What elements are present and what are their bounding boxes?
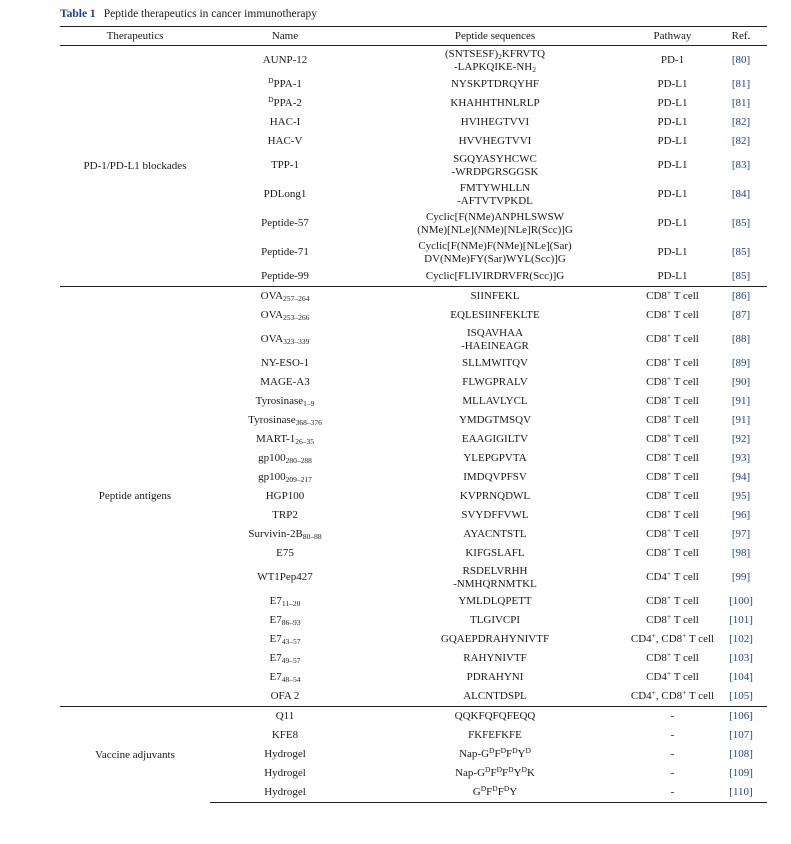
- name-cell: OFA 2: [270, 690, 300, 703]
- ref-cell: [715, 267, 767, 287]
- sequence-cell: YLEPGPVTA: [463, 452, 527, 465]
- pathway-cell: PD-L1: [657, 270, 688, 283]
- reference-link[interactable]: [98]: [731, 547, 751, 560]
- table-title: Peptide therapeutics in cancer immunotherapy: [103, 8, 317, 20]
- ref-cell: [715, 611, 767, 630]
- ref-cell: [715, 306, 767, 325]
- sequence-cell: SVYDFFVWL: [461, 509, 529, 522]
- reference-link[interactable]: [110]: [729, 786, 753, 799]
- name-cell: WT1Pep427: [257, 571, 313, 584]
- reference-link[interactable]: [86]: [731, 290, 751, 303]
- pathway-cell: -: [670, 748, 675, 761]
- pathway-cell: CD8+ T cell: [646, 374, 699, 389]
- reference-link[interactable]: [84]: [731, 188, 751, 201]
- reference-link[interactable]: [108]: [729, 748, 753, 761]
- name-cell: E75: [276, 547, 294, 560]
- ref-cell: [715, 180, 767, 209]
- name-cell: $E7_{49-57}$: [269, 652, 301, 666]
- name-cell: $OVA_{253-266}$: [260, 309, 310, 323]
- sequence-cell: KVPRNQDWL: [459, 490, 531, 503]
- pathway-cell: PD-L1: [657, 116, 688, 129]
- sequence-cell: Cyclic[F(NMe)ANPHLSWSW (NMe)[NLe](NMe)[NLe]R(Scc)]G: [417, 211, 573, 236]
- table-label: Table 1: [60, 8, 96, 20]
- name-cell: KFE8: [271, 729, 299, 742]
- header-therapeutics: Therapeutics: [60, 27, 210, 46]
- ref-cell: [715, 525, 767, 544]
- reference-link[interactable]: [80]: [731, 54, 751, 67]
- sequence-cell: MLLAVLYCL: [462, 395, 528, 408]
- ref-cell: [715, 209, 767, 238]
- ref-cell: [715, 487, 767, 506]
- name-cell: Tyrosinase$_{368-376}$: [248, 414, 322, 428]
- name-cell: AUNP-12: [210, 46, 360, 76]
- reference-link[interactable]: [97]: [731, 528, 751, 541]
- sequence-cell: $(SNTSESF)_2KFRVTQ$ $-LAPKQIKE-NH_2$: [360, 46, 630, 76]
- category-cell: PD-1/PD-L1 blockades: [60, 46, 210, 287]
- name-cell: $^D$PPA-2: [268, 95, 302, 110]
- sequence-cell: HVIHEGTVVI: [460, 116, 530, 129]
- reference-link[interactable]: [105]: [729, 690, 753, 703]
- table-body: [60, 46, 767, 803]
- pathway-cell: -: [630, 707, 715, 727]
- sequence-cell: IMDQVPFSV: [463, 471, 527, 484]
- name-cell: $OVA_{323-339}$: [260, 333, 310, 347]
- reference-link[interactable]: [88]: [731, 333, 751, 346]
- ref-cell: [715, 46, 767, 76]
- sequence-cell: PDRAHYNI: [466, 671, 524, 684]
- sequence-cell: RSDELVRHH -NMHQRNMTKL: [453, 565, 537, 590]
- pathway-cell: CD8+ T cell: [646, 650, 699, 665]
- pathway-cell: PD-L1: [657, 159, 688, 172]
- reference-link[interactable]: [103]: [729, 652, 753, 665]
- sequence-cell: YMLDLQPETT: [458, 595, 532, 608]
- reference-link[interactable]: [104]: [729, 671, 753, 684]
- ref-cell: [715, 430, 767, 449]
- sequence-cell: Nap-$G^DF^DF^DY^D$: [459, 746, 531, 761]
- ref-cell: [715, 649, 767, 668]
- ref-cell: [715, 132, 767, 151]
- pathway-cell: CD4+ T cell: [646, 569, 699, 584]
- pathway-cell: CD4+ T cell: [646, 669, 699, 684]
- ref-cell: [715, 668, 767, 687]
- name-cell: HGP100: [265, 490, 305, 503]
- reference-link[interactable]: [106]: [729, 710, 753, 723]
- sequence-cell: QQKFQFQFEQQ: [360, 707, 630, 727]
- name-cell: HAC-I: [269, 116, 301, 129]
- name-cell: Peptide-71: [261, 246, 309, 259]
- category-cell: Peptide antigens: [60, 287, 210, 707]
- reference-link[interactable]: [85]: [731, 217, 751, 230]
- ref-cell: [715, 707, 767, 727]
- reference-link[interactable]: [91]: [731, 395, 751, 408]
- header-pathway: Pathway: [630, 27, 715, 46]
- sequence-cell: TLGIVCPI: [469, 614, 521, 627]
- name-cell: $E7_{43-57}$: [269, 633, 301, 647]
- pathway-cell: CD8+ T cell: [646, 488, 699, 503]
- pathway-cell: CD8+ T cell: [646, 450, 699, 465]
- ref-cell: [715, 287, 767, 307]
- pathway-cell: CD8+ T cell: [646, 545, 699, 560]
- pathway-cell: CD4+, CD8+ T cell: [630, 688, 715, 703]
- reference-link[interactable]: [82]: [731, 135, 751, 148]
- pathway-cell: CD8+ T cell: [646, 469, 699, 484]
- category-cell: Vaccine adjuvants: [60, 707, 210, 803]
- name-cell: $E7_{48-54}$: [269, 671, 301, 685]
- pathway-cell: CD8+ T cell: [646, 393, 699, 408]
- name-cell: PDLong1: [263, 188, 307, 201]
- name-cell: Hydrogel: [210, 783, 360, 803]
- sequence-cell: NYSKPTDRQYHF: [450, 78, 540, 91]
- pathway-cell: CD8+ T cell: [646, 612, 699, 627]
- reference-link[interactable]: [87]: [731, 309, 751, 322]
- sequence-cell: RAHYNIVTF: [463, 652, 527, 665]
- ref-cell: [715, 726, 767, 745]
- name-cell: $OVA_{257-264}$: [210, 287, 360, 307]
- reference-link[interactable]: [107]: [729, 729, 753, 742]
- ref-cell: [715, 75, 767, 94]
- name-cell: $E7_{86-93}$: [269, 614, 301, 628]
- header-ref: Ref.: [715, 27, 767, 46]
- sequence-cell: SLLMWITQV: [462, 357, 528, 370]
- header-peptide-sequences: Peptide sequences: [360, 27, 630, 46]
- ref-cell: [715, 113, 767, 132]
- pathway-cell: -: [630, 783, 715, 803]
- name-cell: Tyrosinase$_{1-9}$: [255, 395, 315, 409]
- reference-link[interactable]: [82]: [731, 116, 751, 129]
- sequence-cell: HVVHEGTVVI: [458, 135, 532, 148]
- sequence-cell: Cyclic[FLIVIRDRVFR(Scc)]G: [425, 270, 565, 283]
- name-cell: $^D$PPA-1: [268, 76, 302, 91]
- ref-cell: [715, 354, 767, 373]
- name-cell: HAC-V: [267, 135, 303, 148]
- sequence-cell: ALCNTDSPL: [463, 690, 527, 703]
- pathway-cell: PD-L1: [657, 135, 688, 148]
- sequence-cell: FLWGPRALV: [462, 376, 528, 389]
- sequence-cell: YMDGTMSQV: [458, 414, 532, 427]
- pathway-cell: PD-1: [630, 46, 715, 76]
- reference-link[interactable]: [100]: [729, 595, 753, 608]
- ref-cell: [715, 783, 767, 803]
- pathway-cell: CD8+ T cell: [646, 593, 699, 608]
- table-row: [60, 707, 767, 727]
- reference-link[interactable]: [91]: [731, 414, 751, 427]
- reference-link[interactable]: [109]: [729, 767, 753, 780]
- sequence-cell: Cyclic[F(NMe)F(NMe)[NLe](Sar) DV(NMe)FY(Sar)WYL(Scc)]G: [418, 240, 572, 265]
- ref-cell: [715, 630, 767, 649]
- sequence-cell: KIFGSLAFL: [465, 547, 525, 560]
- pathway-cell: PD-L1: [657, 97, 688, 110]
- ref-cell: [715, 764, 767, 783]
- pathway-cell: CD8+ T cell: [630, 287, 715, 307]
- pathway-cell: CD8+ T cell: [646, 331, 699, 346]
- ref-cell: [715, 373, 767, 392]
- name-cell: Peptide-99: [261, 270, 309, 283]
- pathway-cell: PD-L1: [657, 78, 688, 91]
- peptide-table: [60, 26, 767, 803]
- ref-cell: [715, 151, 767, 180]
- table-row: [60, 46, 767, 76]
- reference-link[interactable]: [81]: [731, 78, 751, 91]
- name-cell: Hydrogel: [264, 767, 306, 780]
- table-caption: [60, 8, 317, 20]
- pathway-cell: CD8+ T cell: [646, 431, 699, 446]
- name-cell: $E7_{11-20}$: [269, 595, 301, 609]
- pathway-cell: CD8+ T cell: [646, 355, 699, 370]
- pathway-cell: PD-L1: [657, 246, 688, 259]
- ref-cell: [715, 392, 767, 411]
- sequence-cell: AYACNTSTL: [463, 528, 527, 541]
- ref-cell: [715, 94, 767, 113]
- ref-cell: [715, 325, 767, 354]
- sequence-cell: ISQAVHAA -HAEINEAGR: [461, 327, 529, 352]
- name-cell: Q11: [210, 707, 360, 727]
- pathway-cell: PD-L1: [657, 188, 688, 201]
- pathway-cell: CD8+ T cell: [646, 307, 699, 322]
- header-row: [60, 27, 767, 46]
- ref-cell: [715, 544, 767, 563]
- reference-link[interactable]: [95]: [731, 490, 751, 503]
- reference-link[interactable]: [83]: [731, 159, 751, 172]
- header-name: Name: [210, 27, 360, 46]
- reference-link[interactable]: [89]: [731, 357, 751, 370]
- reference-link[interactable]: [81]: [731, 97, 751, 110]
- ref-cell: [715, 687, 767, 707]
- reference-link[interactable]: [85]: [731, 246, 751, 259]
- reference-link[interactable]: [85]: [731, 270, 751, 283]
- name-cell: $gp100_{280-288}$: [258, 452, 312, 466]
- pathway-cell: -: [670, 729, 675, 742]
- reference-link[interactable]: [94]: [731, 471, 751, 484]
- reference-link[interactable]: [92]: [731, 433, 751, 446]
- pathway-cell: PD-L1: [657, 217, 688, 230]
- name-cell: TRP2: [272, 509, 298, 522]
- name-cell: Peptide-57: [261, 217, 309, 230]
- name-cell: Survivin-$2B_{80-88}$: [248, 528, 322, 542]
- ref-cell: [715, 563, 767, 592]
- pathway-cell: -: [670, 767, 675, 780]
- name-cell: MART-$1_{26-35}$: [255, 433, 315, 447]
- ref-cell: [715, 449, 767, 468]
- sequence-cell: FKFEFKFE: [468, 729, 522, 742]
- ref-cell: [715, 506, 767, 525]
- pathway-cell: CD8+ T cell: [646, 507, 699, 522]
- ref-cell: [715, 411, 767, 430]
- sequence-cell: EAAGIGILTV: [461, 433, 529, 446]
- ref-cell: [715, 745, 767, 764]
- pathway-cell: CD8+ T cell: [646, 412, 699, 427]
- sequence-cell: KHAHHTHNLRLP: [450, 97, 540, 110]
- ref-cell: [715, 592, 767, 611]
- sequence-cell: EQLESIINFEKLTE: [450, 309, 540, 322]
- reference-link[interactable]: [90]: [731, 376, 751, 389]
- ref-cell: [715, 468, 767, 487]
- reference-link[interactable]: [102]: [729, 633, 753, 646]
- reference-link[interactable]: [96]: [731, 509, 751, 522]
- name-cell: NY-ESO-1: [260, 357, 310, 370]
- reference-link[interactable]: [99]: [731, 571, 751, 584]
- reference-link[interactable]: [101]: [729, 614, 753, 627]
- pathway-cell: CD8+ T cell: [646, 526, 699, 541]
- reference-link[interactable]: [93]: [731, 452, 751, 465]
- sequence-cell: SGQYASYHCWC -WRDPGRSGGSK: [451, 153, 539, 178]
- pathway-cell: CD4+, CD8+ T cell: [630, 631, 715, 646]
- name-cell: $gp100_{209-217}$: [258, 471, 312, 485]
- sequence-cell: GQAEPDRAHYNIVTF: [440, 633, 550, 646]
- sequence-cell: $G^DF^DF^DY$: [360, 783, 630, 803]
- sequence-cell: Nap-$G^DF^DF^DY^DK$: [455, 765, 535, 780]
- ref-cell: [715, 238, 767, 267]
- name-cell: TPP-1: [270, 159, 300, 172]
- name-cell: MAGE-A3: [260, 376, 310, 389]
- table-row: [60, 287, 767, 307]
- sequence-cell: FMTYWHLLN -AFTVTVPKDL: [457, 182, 533, 207]
- sequence-cell: SIINFEKL: [360, 287, 630, 307]
- name-cell: Hydrogel: [264, 748, 306, 761]
